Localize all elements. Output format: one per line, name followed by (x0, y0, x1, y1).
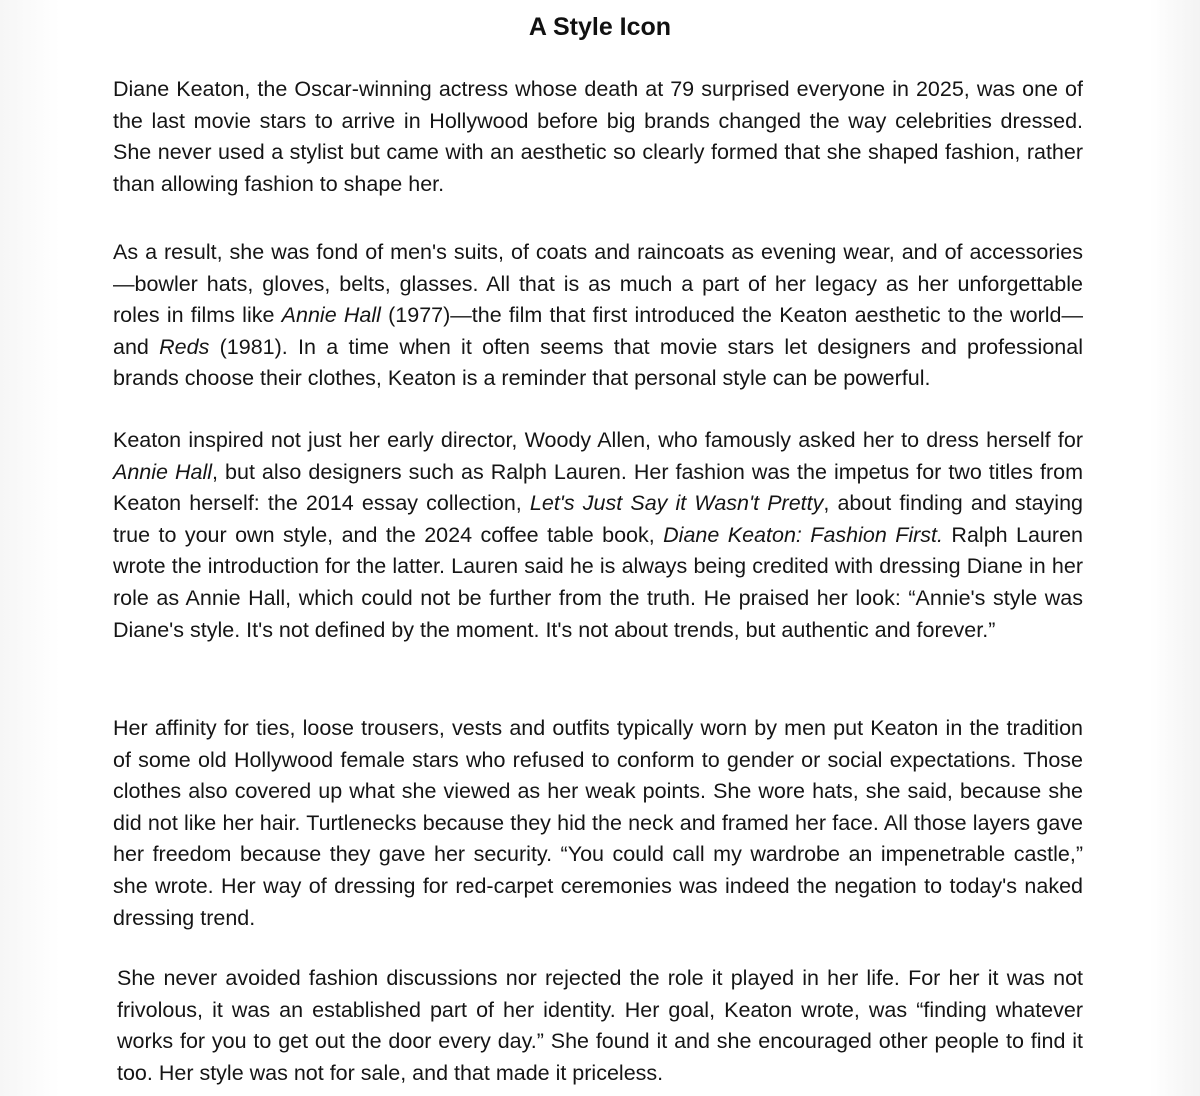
paragraph-text: Keaton inspired not just her early director, Woody Allen, who famously asked her to dress herself for (113, 428, 1083, 452)
paragraph-text: (1981). In a time when it often seems that movie stars let designers and professional brands choose their clothes, Keaton is a reminder that personal style can be powerful. (113, 334, 1083, 391)
paragraph-text: Her affinity for ties, loose trousers, vests and outfits typically worn by men put Keaton in the tradition of some old Hollywood female stars who refused to conform to gender or social expectations. Those clothes also covered up what she viewed as her weak points. She wore hats, she said, because she did not like her hair. Turtlenecks because they hid the neck and framed her face. All those layers gave her freedom because they gave her security. “You could call my wardrobe an impenetrable castle,” she wrote. Her way of dressing for red-carpet ceremonies was indeed the negation to today's naked dressing trend. (113, 716, 1083, 930)
paragraph-text: Ralph Lauren wrote the introduction for the latter. Lauren said he is always being credited with dressing Diane in her role as Annie Hall, which could not be further from the truth. He praised her look: “Annie's style was Diane's style. It's not defined by the moment. It's not about trends, but authentic and forever.” (113, 522, 1083, 642)
paragraph-2 (113, 237, 1083, 395)
paragraph-text: (1977)—the film that first introduced the Keaton aesthetic to the world—and (113, 303, 1083, 359)
paragraph-text: , but also designers such as Ralph Lauren. Her fashion was the impetus for two titles from Keaton herself: the 2014 essay collection, (113, 459, 1084, 516)
film-title-italic: Annie Hall (113, 459, 213, 484)
paragraph-3 (113, 425, 1083, 646)
film-title-italic: Reds (159, 334, 210, 359)
page-title: A Style Icon (528, 13, 672, 41)
paragraph-5 (117, 963, 1083, 1089)
film-title-italic: Annie Hall (281, 303, 381, 328)
paragraph-text: As a result, she was fond of men's suits, of coats and raincoats as evening wear, and of accessories—bowler hats, gloves, belts, glasses. All that is as much a part of her legacy as her unforgettable roles in films like (113, 240, 1083, 328)
paragraph-text: Diane Keaton, the Oscar-winning actress whose death at 79 surprised everyone in 2025, was one of the last movie stars to arrive in Hollywood before big brands changed the way celebrities dressed. She never used a stylist but came with an aesthetic so clearly formed that she shaped fashion, rather than allowing fashion to shape her. (113, 77, 1083, 196)
paragraph-4 (113, 713, 1083, 934)
paragraph-text: , about finding and staying true to your own style, and the 2024 coffee table book, (113, 491, 1083, 547)
book-title-italic: Diane Keaton: Fashion First. (663, 522, 943, 547)
paragraph-1 (113, 74, 1083, 200)
book-title-italic: Let's Just Say it Wasn't Pretty (529, 491, 824, 516)
paragraph-text: She never avoided fashion discussions nor rejected the role it played in her life. For her it was not frivolous, it was an established part of her identity. Her goal, Keaton wrote, was “finding whatever works for you to get out the door every day.” She found it and she encouraged other people to find it too. Her style was not for sale, and that made it priceless. (117, 966, 1083, 1085)
